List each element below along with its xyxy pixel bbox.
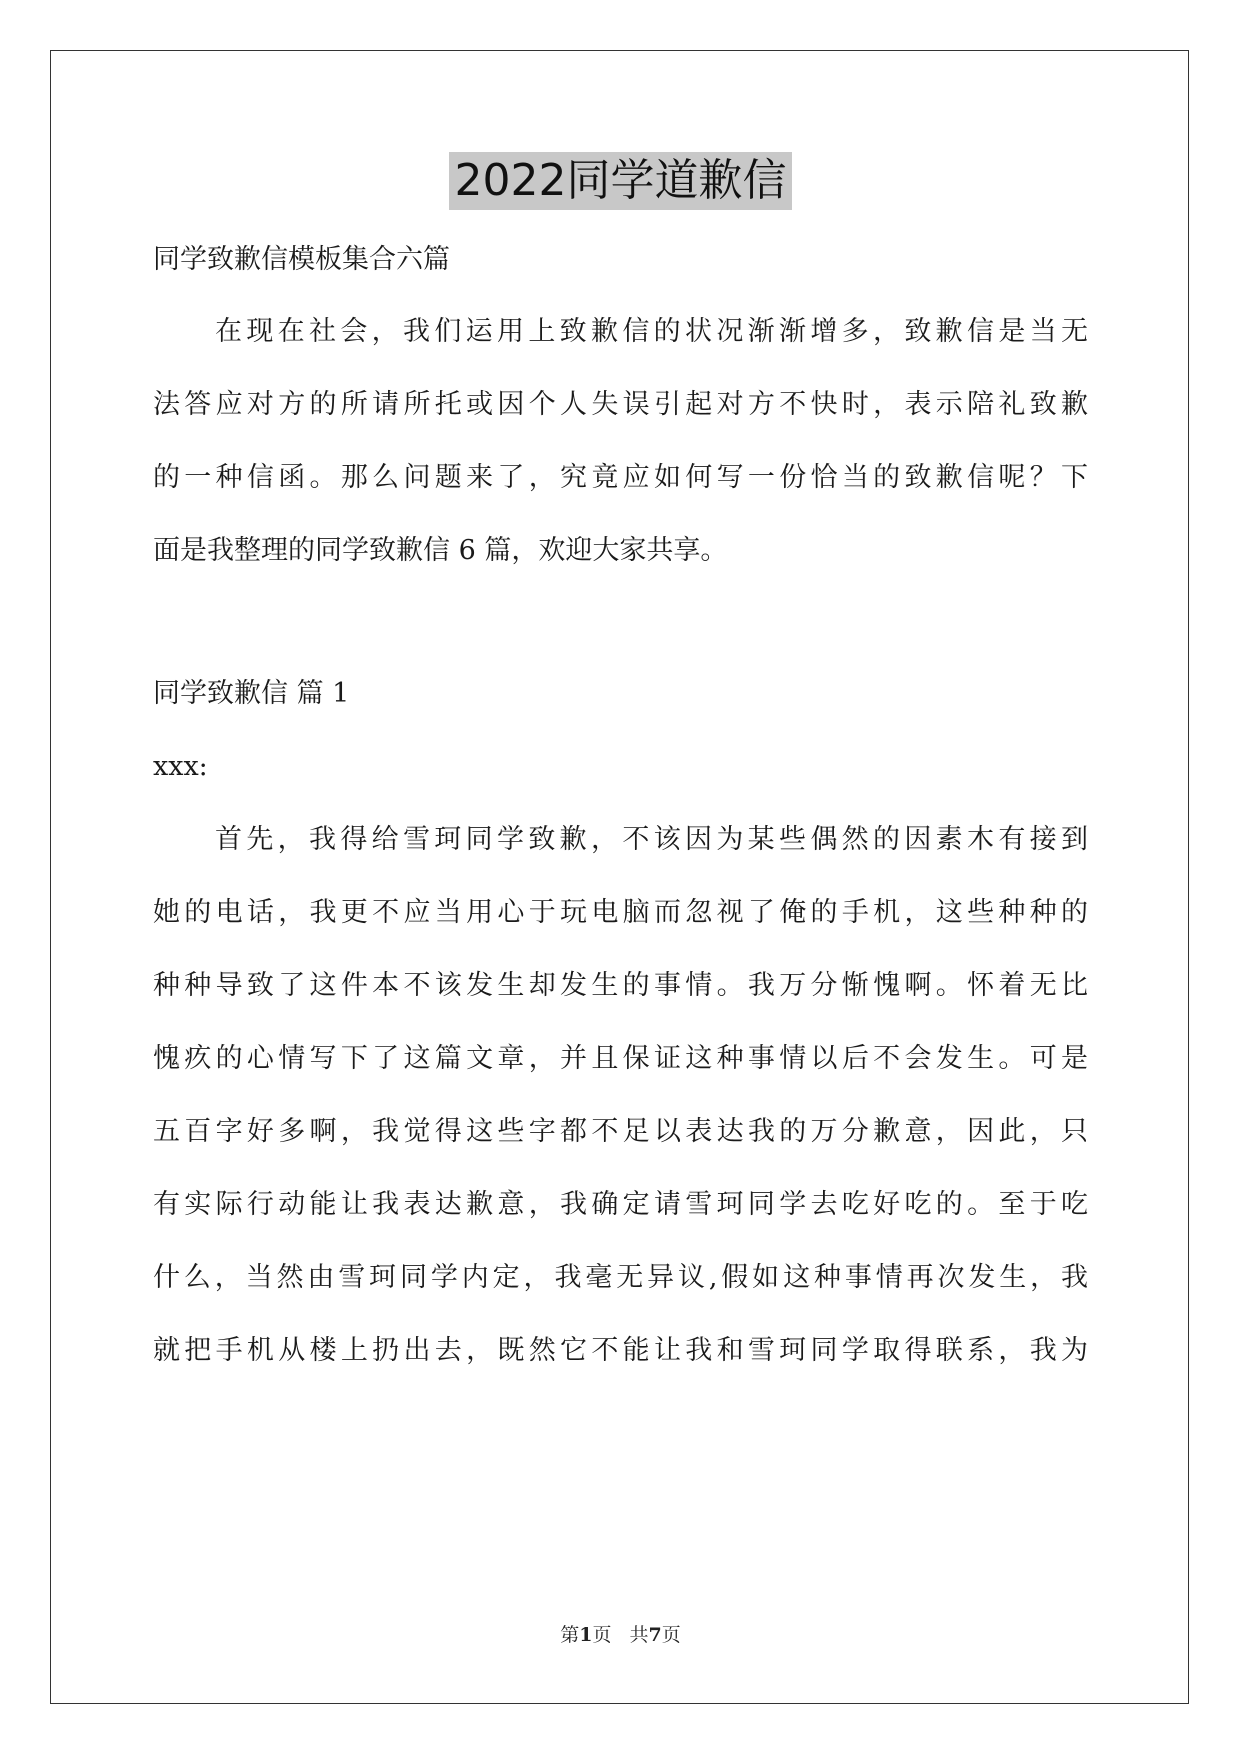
document-title: 2022同学道歉信 [449, 152, 793, 210]
footer-total-suffix: 页 [661, 1624, 681, 1646]
body-line-8: 就把手机从楼上扔出去，既然它不能让我和雪珂同学取得联系，我为 [153, 1335, 1088, 1366]
body-line-2: 她的电话，我更不应当用心于玩电脑而忽视了俺的手机，这些种种的 [153, 897, 1088, 928]
body-line-7: 什么，当然由雪珂同学内定，我毫无异议,假如这种事情再次发生，我 [153, 1262, 1088, 1293]
page-footer [0, 1622, 1241, 1648]
subtitle: 同学致歉信模板集合六篇 [153, 244, 450, 275]
intro-line-4: 面是我整理的同学致歉信 6 篇，欢迎大家共享。 [153, 535, 728, 566]
footer-page-prefix: 第 [560, 1624, 580, 1646]
salutation: xxx: [153, 751, 208, 782]
body-line-1: 首先，我得给雪珂同学致歉，不该因为某些偶然的因素木有接到 [215, 824, 1088, 855]
footer-page-suffix: 页 [592, 1624, 612, 1646]
body-line-3: 种种导致了这件本不该发生却发生的事情。我万分惭愧啊。怀着无比 [153, 970, 1088, 1001]
title-container [0, 152, 1241, 210]
page-border [50, 50, 1189, 1704]
footer-total-pages: 7 [648, 1624, 662, 1646]
body-line-4: 愧疚的心情写下了这篇文章，并且保证这种事情以后不会发生。可是 [153, 1043, 1088, 1074]
intro-line-2: 法答应对方的所请所托或因个人失误引起对方不快时，表示陪礼致歉 [153, 389, 1088, 420]
body-line-6: 有实际行动能让我表达歉意，我确定请雪珂同学去吃好吃的。至于吃 [153, 1189, 1088, 1220]
body-line-5: 五百字好多啊，我觉得这些字都不足以表达我的万分歉意，因此，只 [153, 1116, 1088, 1147]
intro-line-3: 的一种信函。那么问题来了，究竟应如何写一份恰当的致歉信呢？下 [153, 462, 1088, 493]
footer-total-prefix: 共 [629, 1624, 649, 1646]
footer-page-number: 1 [579, 1624, 593, 1646]
section-heading: 同学致歉信 篇 1 [153, 678, 350, 709]
intro-line-1: 在现在社会，我们运用上致歉信的状况渐渐增多，致歉信是当无 [215, 316, 1088, 347]
